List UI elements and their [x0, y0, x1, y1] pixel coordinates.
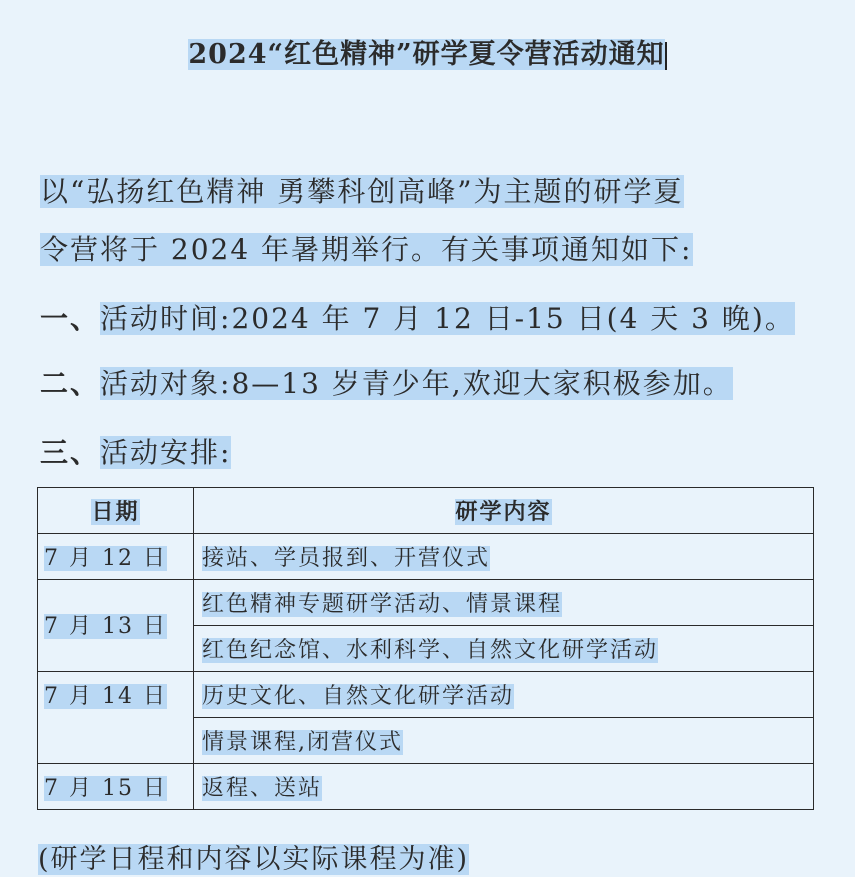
- content-cell: [194, 626, 814, 672]
- date-text[interactable]: 7 月 12 日: [44, 546, 167, 571]
- item-number: 三、: [40, 436, 101, 469]
- item-time: [40, 297, 795, 337]
- text-cursor: [665, 42, 667, 70]
- table-row: [38, 580, 814, 626]
- header-content-text[interactable]: 研学内容: [455, 499, 552, 525]
- header-date-text[interactable]: 日期: [91, 499, 140, 525]
- date-cell: [38, 580, 194, 639]
- date-text[interactable]: 7 月 15 日: [44, 776, 167, 801]
- notice-title: [0, 32, 855, 71]
- title-text[interactable]: 2024“红色精神”研学夏令营活动通知: [188, 39, 665, 70]
- item-audience-text[interactable]: 活动对象:8—13 岁青少年,欢迎大家积极参加。: [100, 367, 733, 400]
- content-cell: [194, 718, 814, 764]
- content-text[interactable]: 情景课程,闭营仪式: [202, 730, 403, 755]
- content-cell: [194, 764, 814, 810]
- table-row: [38, 534, 814, 580]
- item-time-text[interactable]: 活动时间:2024 年 7 月 12 日-15 日(4 天 3 晚)。: [100, 302, 795, 335]
- schedule-table: [37, 487, 814, 810]
- table-row: [38, 764, 814, 810]
- table-row: [38, 672, 814, 718]
- table-row: [38, 718, 814, 764]
- item-number: 二、: [40, 367, 101, 400]
- date-cell: [38, 672, 194, 718]
- content-cell: [194, 534, 814, 580]
- date-cell: [38, 764, 194, 810]
- date-cell-empty: [38, 718, 194, 764]
- intro-line-2: [40, 228, 693, 268]
- table-header-row: [38, 488, 814, 534]
- date-text[interactable]: 7 月 14 日: [44, 684, 167, 710]
- content-text[interactable]: 红色纪念馆、水利科学、自然文化研学活动: [202, 638, 659, 663]
- header-date: [38, 488, 194, 534]
- footnote-text[interactable]: (研学日程和内容以实际课程为准): [38, 844, 470, 875]
- date-cell: [38, 534, 194, 580]
- item-schedule-text[interactable]: 活动安排:: [100, 436, 232, 469]
- item-schedule: [40, 431, 231, 471]
- content-text[interactable]: 历史文化、自然文化研学活动: [202, 684, 515, 709]
- content-cell: [194, 580, 814, 626]
- intro-line-1-text[interactable]: 以“弘扬红色精神 勇攀科创高峰”为主题的研学夏: [40, 175, 684, 208]
- intro-line-2-text[interactable]: 令营将于 2024 年暑期举行。有关事项通知如下:: [40, 233, 693, 266]
- intro-line-1: [40, 170, 684, 210]
- item-number: 一、: [40, 302, 101, 335]
- content-text[interactable]: 返程、送站: [202, 776, 323, 801]
- content-cell: [194, 672, 814, 718]
- date-text[interactable]: 7 月 13 日: [44, 613, 167, 639]
- content-text[interactable]: 红色精神专题研学活动、情景课程: [202, 592, 563, 617]
- footnote: [38, 837, 469, 876]
- header-content: [194, 488, 814, 534]
- content-text[interactable]: 接站、学员报到、开营仪式: [202, 546, 491, 571]
- item-audience: [40, 362, 733, 402]
